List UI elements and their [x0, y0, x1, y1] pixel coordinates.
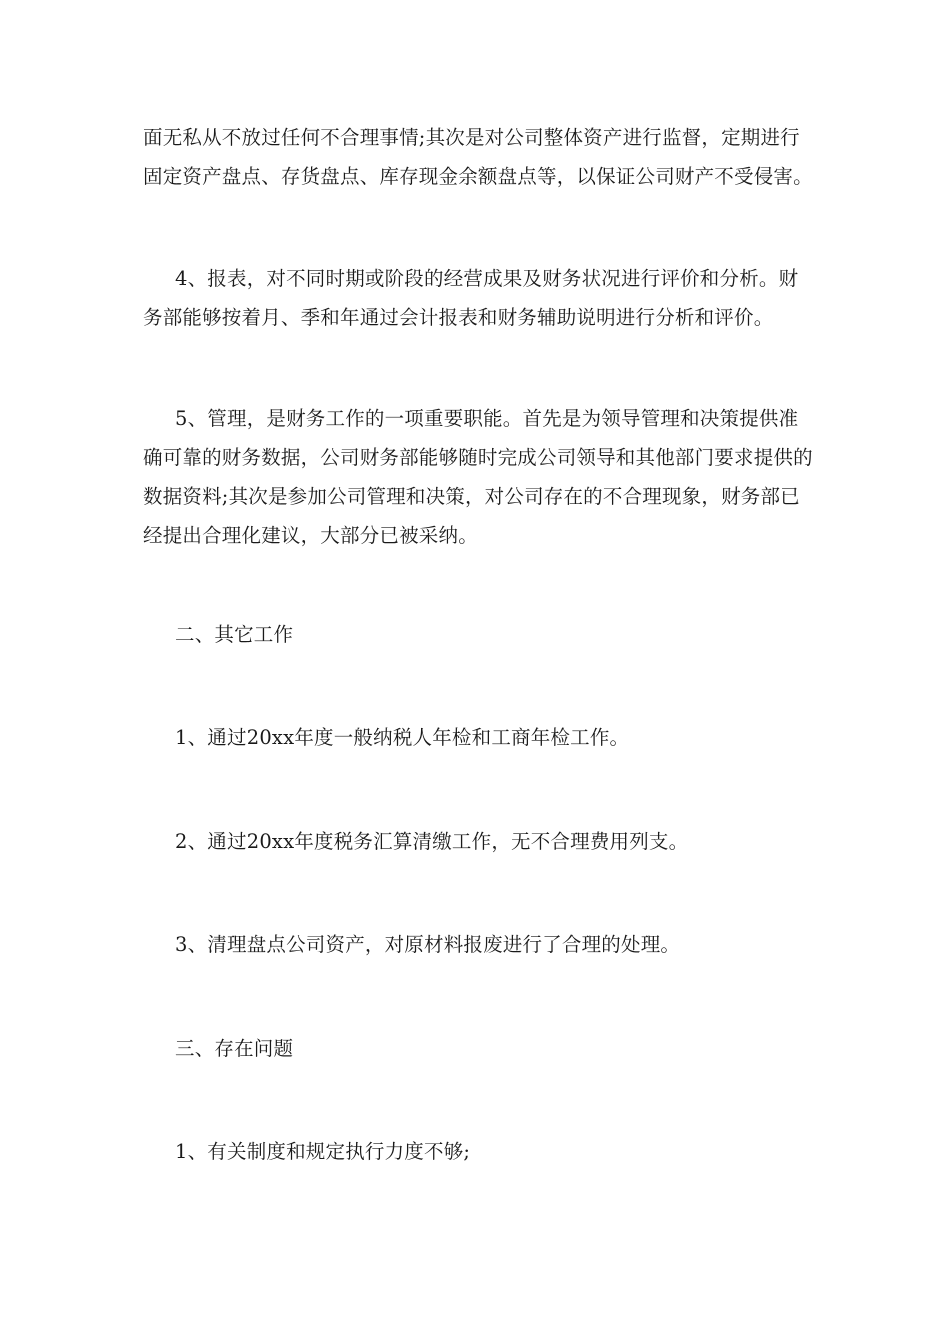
paragraph-management: 5、管理，是财务工作的一项重要职能。首先是为领导管理和决策提供准确可靠的财务数据，公司财务部能够随时完成公司领导和其他部门要求提供的数据资料;其次是参加公司管理和决策，对公司存在的不合理现象，财务部已经提出合理化建议，大部分已被采纳。	[143, 407, 813, 547]
list-item-enforcement: 1、有关制度和规定执行力度不够;	[175, 1140, 471, 1163]
paragraph-asset-supervision: 面无私从不放过任何不合理事情;其次是对公司整体资产进行监督，定期进行固定资产盘点、存货盘点、库存现金余额盘点等，以保证公司财产不受侵害。	[143, 126, 813, 188]
list-item-tax-settlement: 2、通过20xx年度税务汇算清缴工作，无不合理费用列支。	[175, 830, 689, 853]
paragraph-reports: 4、报表，对不同时期或阶段的经营成果及财务状况进行评价和分析。财务部能够按着月、季和年通过会计报表和财务辅助说明进行分析和评价。	[143, 267, 799, 329]
section-heading-other-work: 二、其它工作	[175, 623, 294, 646]
list-item-annual-inspection: 1、通过20xx年度一般纳税人年检和工商年检工作。	[175, 726, 630, 749]
section-heading-existing-problems: 三、存在问题	[175, 1037, 294, 1060]
list-item-asset-inventory: 3、清理盘点公司资产，对原材料报废进行了合理的处理。	[175, 933, 681, 956]
